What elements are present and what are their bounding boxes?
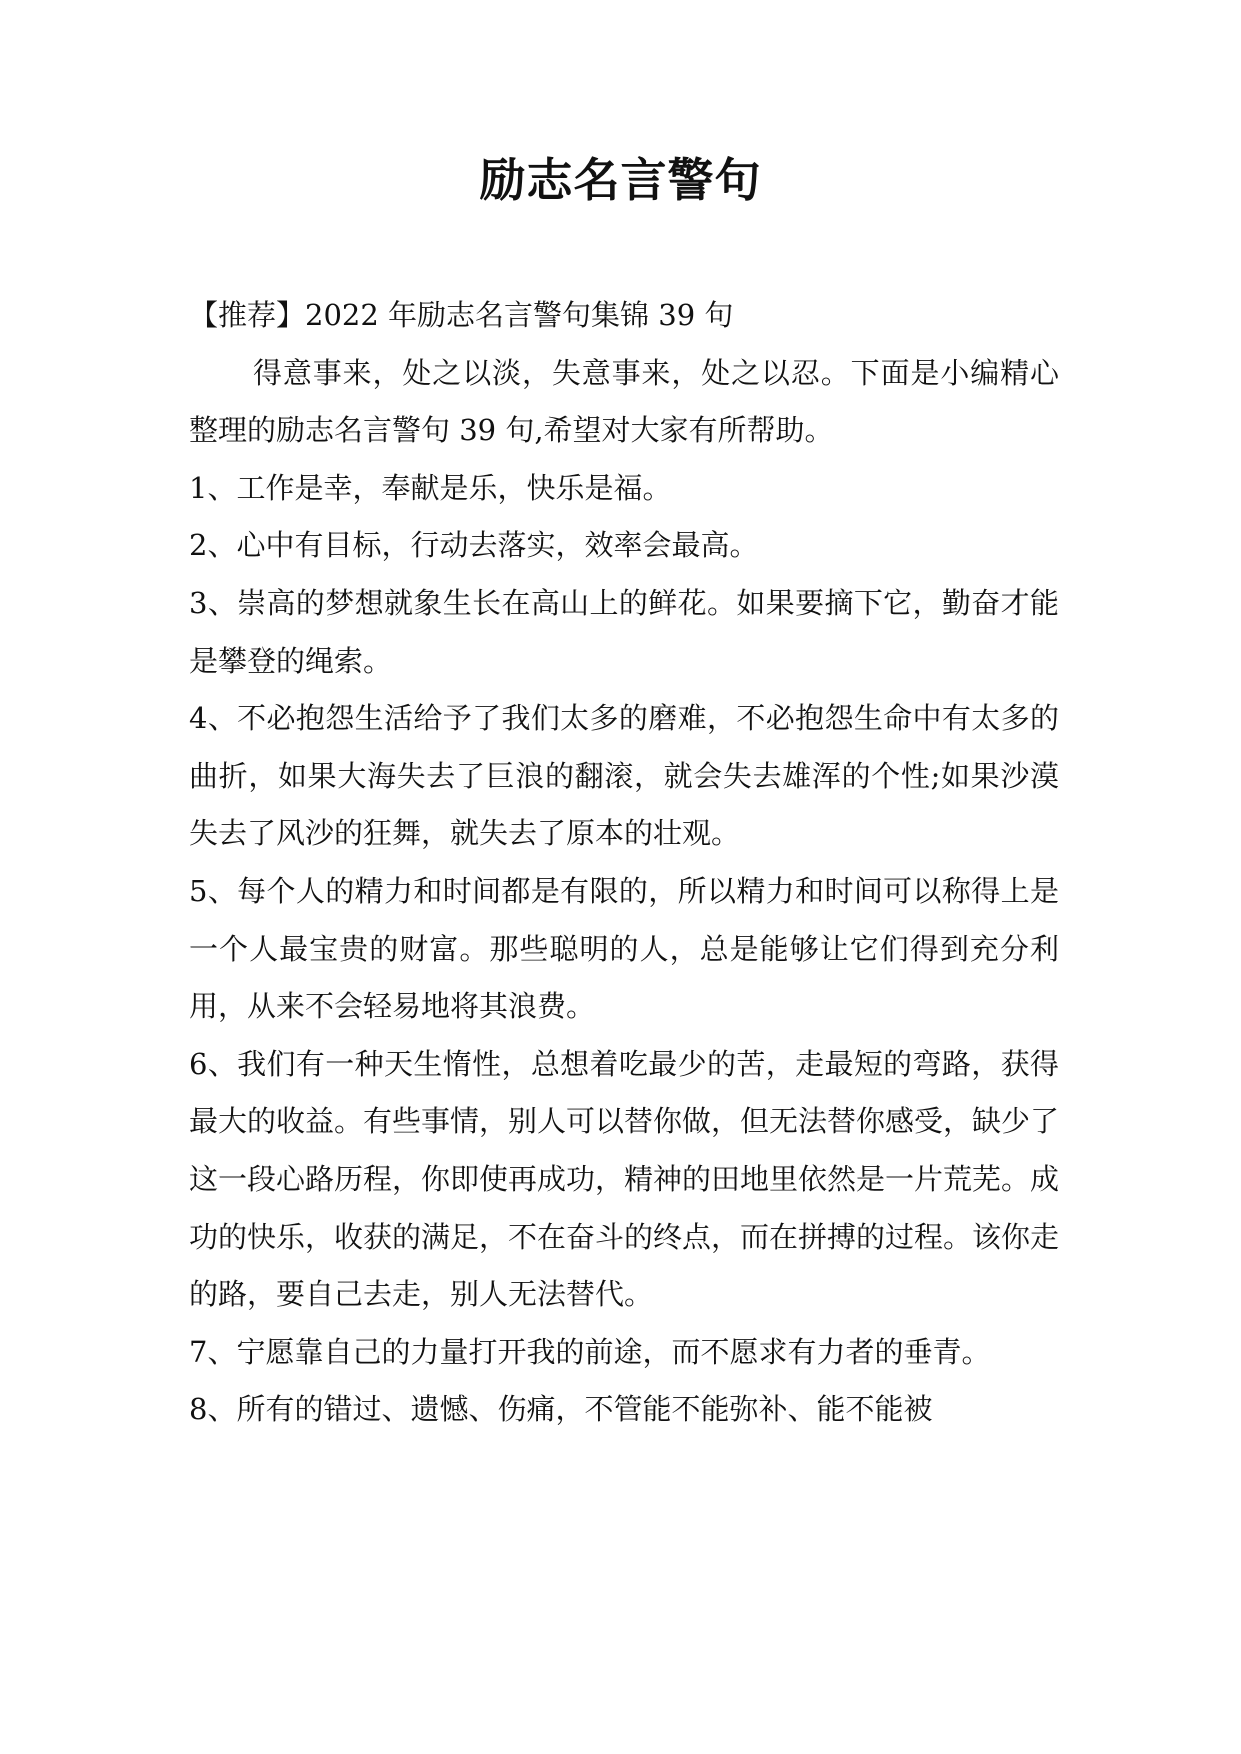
- quote-item-4: 4、不必抱怨生活给予了我们太多的磨难，不必抱怨生命中有太多的曲折，如果大海失去了巨浪的翻滚，就会失去雄浑的个性;如果沙漠失去了风沙的狂舞，就失去了原本的壮观。: [189, 701, 1059, 851]
- quote-item-6: 6、我们有一种天生惰性，总想着吃最少的苦，走最短的弯路，获得最大的收益。有些事情，别人可以替你做，但无法替你感受，缺少了这一段心路历程，你即使再成功，精神的田地里依然是一片荒芜。成功的快乐，收获的满足，不在奋斗的终点，而在拼搏的过程。该你走的路，要自己去走，别人无法替代。: [189, 1046, 1060, 1312]
- quote-item-1: 1、工作是幸，奉献是乐，快乐是福。: [189, 470, 672, 505]
- recommend-line: 【推荐】2022 年励志名言警句集锦 39 句: [189, 298, 734, 332]
- quote-item-2: 2、心中有目标，行动去落实，效率会最高。: [189, 528, 759, 563]
- quote-item-5: 5、每个人的精力和时间都是有限的，所以精力和时间可以称得上是一个人最宝贵的财富。那些聪明的人，总是能够让它们得到充分利用，从来不会轻易地将其浪费。: [189, 873, 1059, 1024]
- quote-item-3: 3、崇高的梦想就象生长在高山上的鲜花。如果要摘下它，勤奋才能是攀登的绳索。: [189, 585, 1059, 678]
- quote-item-8: 8、所有的错过、遗憾、伤痛，不管能不能弥补、能不能被: [189, 1392, 933, 1427]
- document-body: [189, 287, 1059, 1439]
- quote-item-7: 7、宁愿靠自己的力量打开我的前途，而不愿求有力者的垂青。: [189, 1334, 991, 1369]
- document-title: 励志名言警句: [479, 153, 762, 207]
- intro-paragraph: 得意事来，处之以淡，失意事来，处之以忍。下面是小编精心整理的励志名言警句 39 句,希望对大家有所帮助。: [189, 355, 1059, 448]
